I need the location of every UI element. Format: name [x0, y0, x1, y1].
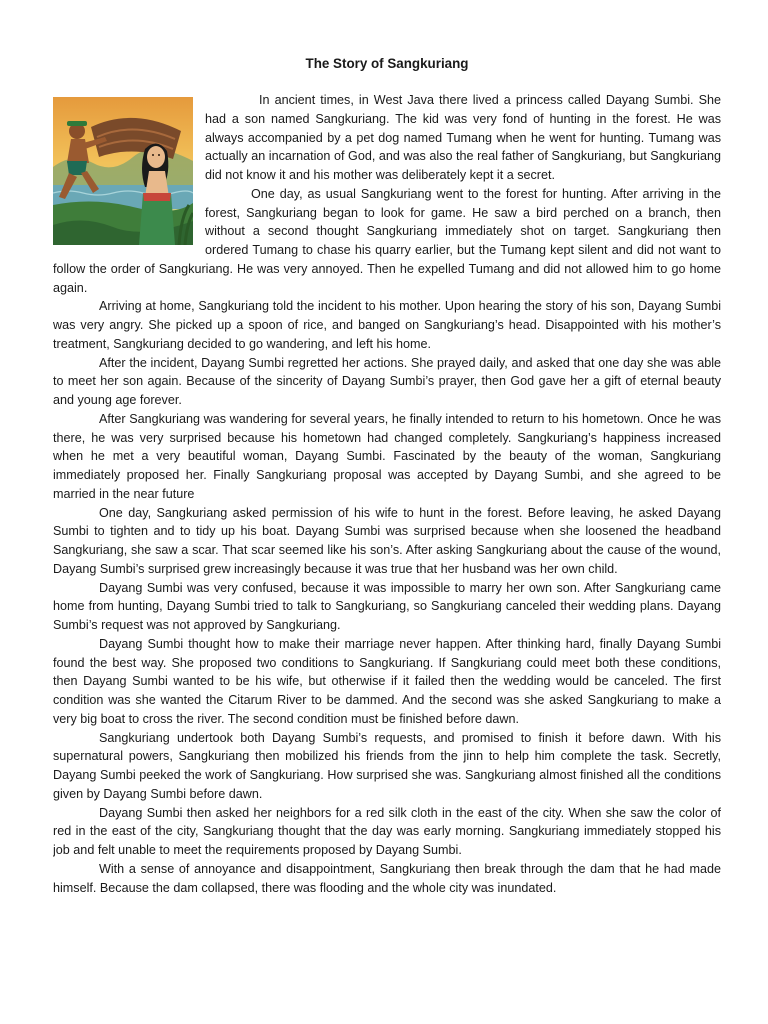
story-paragraph: Dayang Sumbi thought how to make their marriage never happen. After thinking hard, finally Dayang Sumbi found the best way. She proposed two conditions to Sangkuriang. If Sangkuriang could meet both these conditions, then Dayang Sumbi wanted to be his wife, but otherwise if it failed then the wedding would be canceled. The first condition was she wanted the Citarum River to be dammed. And the second was she asked Sangkuriang to make a very big boat to cross the river. The second condition must be finished before dawn. — [53, 636, 721, 726]
story-paragraph: Sangkuriang undertook both Dayang Sumbi’s requests, and promised to finish it before dawn. With his supernatural powers, Sangkuriang then mobilized his friends from the jinn to help him complete the task. Secretly, Dayang Sumbi peeked the work of Sangkuriang. How surprised she was. Sangkuriang almost finished all the conditions given by Dayang Sumbi before dawn. — [53, 730, 721, 801]
story-body — [53, 91, 721, 897]
story-paragraph: Arriving at home, Sangkuriang told the incident to his mother. Upon hearing the story of his son, Dayang Sumbi was very angry. She picked up a spoon of rice, and banged on Sangkuriang’s head. Disappointed with his mother’s treatment, Sangkuriang decided to go wandering, and left his home. — [53, 299, 721, 351]
story-paragraph: Dayang Sumbi was very confused, because it was impossible to marry her own son. After Sangkuriang came home from hunting, Dayang Sumbi tried to talk to Sangkuriang, so Sangkuriang canceled their wedding plans. Dayang Sumbi’s request was not approved by Sangkuriang. — [53, 580, 721, 632]
story-paragraph: One day, as usual Sangkuriang went to the forest for hunting. After arriving in the forest, Sangkuriang began to look for game. He saw a bird perched on a branch, then without a second thought Sangkuriang immediately shot on target. Sangkuriang then ordered Tumang to chase his quarry earlier, but the Tumang kept silent and did not want to follow the order of Sangkuriang. He was very annoyed. Then he expelled Tumang and did not allowed him to go home again. — [53, 186, 721, 295]
story-paragraph: One day, Sangkuriang asked permission of his wife to hunt in the forest. Before leaving, he asked Dayang Sumbi to tighten and to tidy up his boat. Dayang Sumbi was surprised because when she loosened the headband Sangkuriang, she saw a scar. That scar seemed like his son’s. After asking Sangkuriang about the cause of the wound, Dayang Sumbi’s surprised grew increasingly because it was true that her husband was her own child. — [53, 505, 721, 576]
document-title: The Story of Sangkuriang — [305, 56, 469, 71]
story-paragraph: After Sangkuriang was wandering for several years, he finally intended to return to his hometown. Once he was there, he was very surprised because his hometown had changed completely. Sangkuriang’s happiness increased when he met a very beautiful woman, Dayang Sumbi. Fascinated by the beauty of the woman, Sangkuriang immediately proposed her. Finally Sangkuriang proposal was accepted by Dayang Sumbi, and she agreed to be married in the near future — [53, 411, 721, 501]
story-paragraph: After the incident, Dayang Sumbi regretted her actions. She prayed daily, and asked that one day she was able to meet her son again. Because of the sincerity of Dayang Sumbi’s prayer, then God gave her a gift of eternal beauty and young age forever. — [53, 355, 721, 407]
story-paragraph: With a sense of annoyance and disappointment, Sangkuriang then break through the dam that he had made himself. Because the dam collapsed, there was flooding and the whole city was inundated. — [53, 861, 721, 895]
document-page — [53, 52, 721, 972]
sangkuriang-illustration — [53, 97, 193, 245]
story-paragraph: In ancient times, in West Java there lived a princess called Dayang Sumbi. She had a son named Sangkuriang. The kid was very fond of hunting in the forest. He was always accompanied by a pet dog named Tumang when he went for hunting. Tumang was actually an incarnation of God, and was also the real father of Sangkuriang, but Sangkuriang did not know it and his mother was deliberately kept it a secret. — [205, 93, 721, 182]
story-paragraph: Dayang Sumbi then asked her neighbors for a red silk cloth in the east of the city. When she saw the color of red in the east of the city, Sangkuriang thought that the day was early morning. Sangkuriang immediately stopped his job and felt unable to meet the requirements proposed by Dayang Sumbi. — [53, 805, 721, 857]
